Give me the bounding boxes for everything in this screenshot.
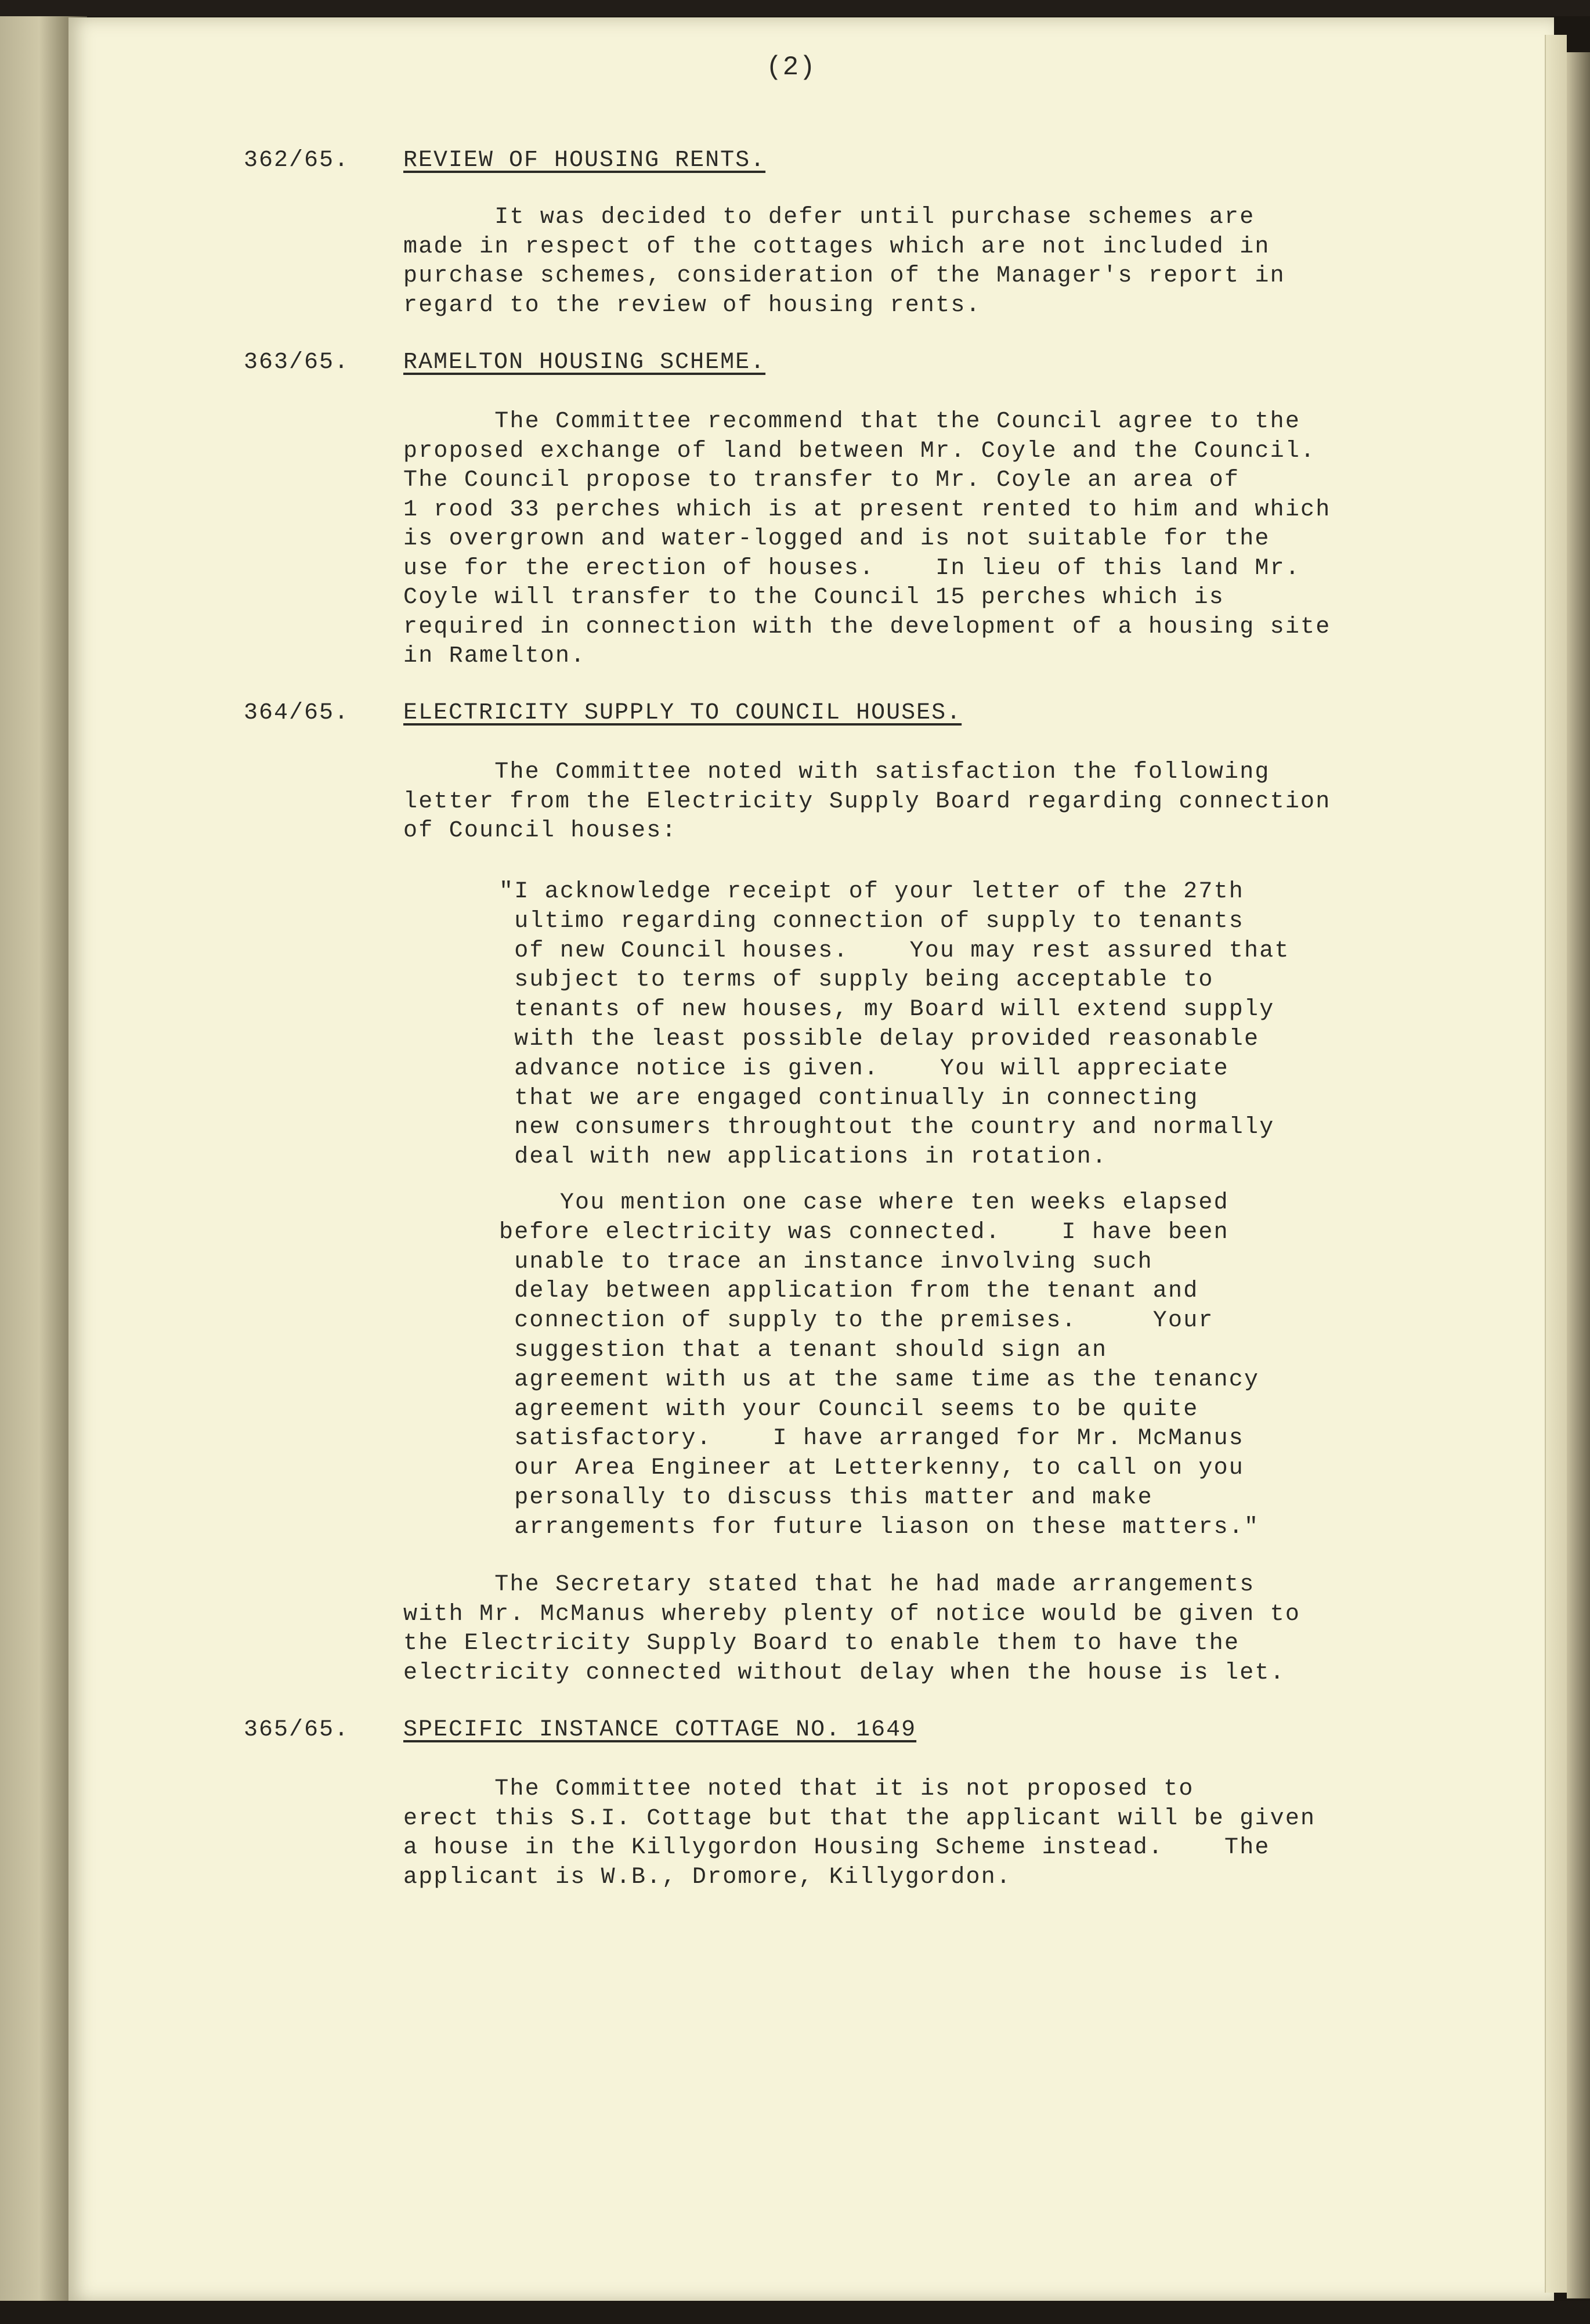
minute-number: 364/65. xyxy=(244,700,350,726)
minute-paragraph: The Committee noted that it is not proposed to erect this S.I. Cottage but that the applicant will be given a house in the Killygordon Housing Scheme instead. The applicant is W.B., Dromore, Killygordon. xyxy=(403,1776,1316,1890)
minute-paragraph: The Committee recommend that the Council agree to the proposed exchange of land between Mr. Coyle and the Council. The Council propose to transfer to Mr. Coyle an area of 1 rood 33 perches which is at present rented to him and which is overgrown and water-logged and is not suitable for the use for the erection of houses. In lieu of this land Mr. Coyle will transfer to the Council 15 perches which is required in connection with the development of a housing site in Ramelton. xyxy=(403,409,1331,669)
minute-number: 363/65. xyxy=(244,349,350,376)
minute-number: 365/65. xyxy=(244,1717,350,1743)
minute-paragraph: The Committee noted with satisfaction the following letter from the Electricity Supply Board regarding connection of Council houses: xyxy=(403,759,1331,844)
minute-paragraph: It was decided to defer until purchase schemes are made in respect of the cottages which are not included in purchase schemes, consideration of the Manager's report in regard to the review of housing rents. xyxy=(403,204,1285,319)
minute-heading: REVIEW OF HOUSING RENTS. xyxy=(403,147,766,174)
minute-heading: RAMELTON HOUSING SCHEME. xyxy=(403,349,766,376)
quoted-letter-paragraph: "I acknowledge receipt of your letter of the 27th ultimo regarding connection of supply to tenants of new Council houses. You may rest assured that subject to terms of supply being acceptable to tenants of new houses, my Board will extend supply with the least possible delay provided reasonable advance notice is given. You will appreciate that we are engaged continually in connecting new consumers throughtout the country and normally deal with new applications in rotation. xyxy=(499,879,1290,1171)
page-number: (2) xyxy=(766,52,816,82)
quoted-letter-paragraph: You mention one case where ten weeks elapsed before electricity was connected. I have been unable to trace an instance involving such delay between application from the tenant and connection of supply to the premises. Your suggestion that a tenant should sign an agreement with us at the same time as the tenancy agreement with your Council seems to be quite satisfactory. I have arranged for Mr. McManus our Area Engineer at Letterkenny, to call on you personally to discuss this matter and make arrangements for future liason on these matters." xyxy=(499,1190,1260,1540)
minute-heading: ELECTRICITY SUPPLY TO COUNCIL HOUSES. xyxy=(403,700,962,726)
minute-paragraph: The Secretary stated that he had made arrangements with Mr. McManus whereby plenty of notice would be given to the Electricity Supply Board to enable them to have the electricity connected without delay when the house is let. xyxy=(403,1572,1301,1686)
minute-heading: SPECIFIC INSTANCE COTTAGE NO. 1649 xyxy=(403,1717,917,1743)
minute-number: 362/65. xyxy=(244,147,350,174)
